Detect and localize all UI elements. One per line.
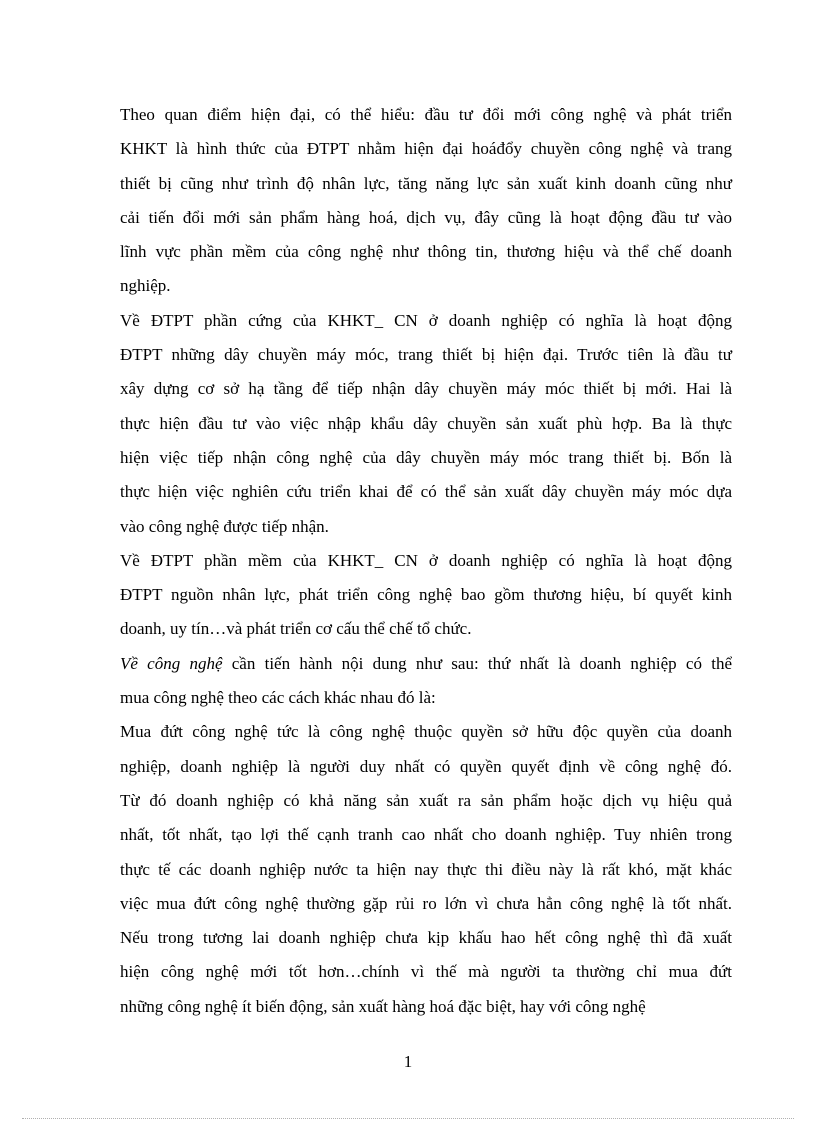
text-line: thực hiện việc nghiên cứu triển khai để có thể sản xuất dây chuyền máy móc dựa xyxy=(120,482,732,502)
text-line: những công nghệ ít biến động, sản xuất hàng hoá đặc biệt, hay với công nghệ xyxy=(120,996,646,1016)
text-line: Nếu trong tương lai doanh nghiệp chưa kịp khấu hao hết công nghệ thì đã xuất xyxy=(120,928,732,948)
text-line: KHKT là hình thức của ĐTPT nhằm hiện đại hoáđổy chuyền công nghệ và trang xyxy=(120,139,732,159)
text-line: thực tế các doanh nghiệp nước ta hiện nay thực thi điều này là rất khó, mặt khác xyxy=(120,859,732,879)
text-line: hiện việc tiếp nhận công nghệ của dây chuyền máy móc trang thiết bị. Bốn là xyxy=(120,447,732,467)
text-line: xây dựng cơ sở hạ tầng để tiếp nhận dây chuyền máy móc thiết bị mới. Hai là xyxy=(120,379,732,399)
paragraph xyxy=(120,304,732,544)
text-line: nghiệp, doanh nghiệp là người duy nhất có quyền quyết định về công nghệ đó. xyxy=(120,756,732,776)
text-line: vào công nghệ được tiếp nhận. xyxy=(120,516,329,536)
text-line: cải tiến đổi mới sản phẩm hàng hoá, dịch vụ, đây cũng là hoạt động đầu tư vào xyxy=(120,207,732,227)
text-line: Về ĐTPT phần mềm của KHKT_ CN ở doanh nghiệp có nghĩa là hoạt động xyxy=(120,550,732,570)
text-line: lĩnh vực phần mềm của công nghệ như thông tin, thương hiệu và thể chế doanh xyxy=(120,242,732,262)
text-line: Về ĐTPT phần cứng của KHKT_ CN ở doanh nghiệp có nghĩa là hoạt động xyxy=(120,310,732,330)
text-run: cần tiến hành nội dung như sau: thứ nhất là doanh nghiệp có thể xyxy=(222,653,732,673)
page-number: 1 xyxy=(403,1052,413,1071)
paragraph xyxy=(120,98,732,304)
page-bottom-divider xyxy=(22,1118,794,1119)
paragraph xyxy=(120,647,732,716)
text-line: thực hiện đầu tư vào việc nhập khẩu dây chuyền sản xuất phù hợp. Ba là thực xyxy=(120,413,732,433)
text-line: Từ đó doanh nghiệp có khả năng sản xuất ra sản phẩm hoặc dịch vụ hiệu quả xyxy=(120,790,732,810)
text-line: thiết bị cũng như trình độ nhân lực, tăng năng lực sản xuất kinh doanh cũng như xyxy=(120,173,732,193)
text-line: mua công nghệ theo các cách khác nhau đó là: xyxy=(120,688,436,708)
document-body xyxy=(120,98,732,1024)
text-line: Mua đứt công nghệ tức là công nghệ thuộc quyền sở hữu độc quyền của doanh xyxy=(120,722,732,742)
text-line: doanh, uy tín…và phát triển cơ cấu thể chế tổ chức. xyxy=(120,619,472,639)
text-line: hiện công nghệ mới tốt hơn…chính vì thế mà người ta thường chỉ mua đứt xyxy=(120,962,732,982)
text-line xyxy=(120,647,732,681)
italic-heading: Về công nghệ xyxy=(120,653,223,673)
text-line: ĐTPT nguồn nhân lực, phát triển công nghệ bao gồm thương hiệu, bí quyết kinh xyxy=(120,585,732,605)
text-line: nghiệp. xyxy=(120,276,171,296)
text-line: nhất, tốt nhất, tạo lợi thế cạnh tranh cao nhất cho doanh nghiệp. Tuy nhiên trong xyxy=(120,825,732,845)
paragraph xyxy=(120,544,732,647)
paragraph xyxy=(120,715,732,1024)
text-line: Theo quan điểm hiện đại, có thể hiểu: đầu tư đổi mới công nghệ và phát triển xyxy=(120,105,732,124)
text-line: việc mua đứt công nghệ thường gặp rủi ro lớn vì chưa hẳn công nghệ là tốt nhất. xyxy=(120,893,732,913)
text-line: ĐTPT những dây chuyền máy móc, trang thiết bị hiện đại. Trước tiên là đầu tư xyxy=(120,345,732,365)
